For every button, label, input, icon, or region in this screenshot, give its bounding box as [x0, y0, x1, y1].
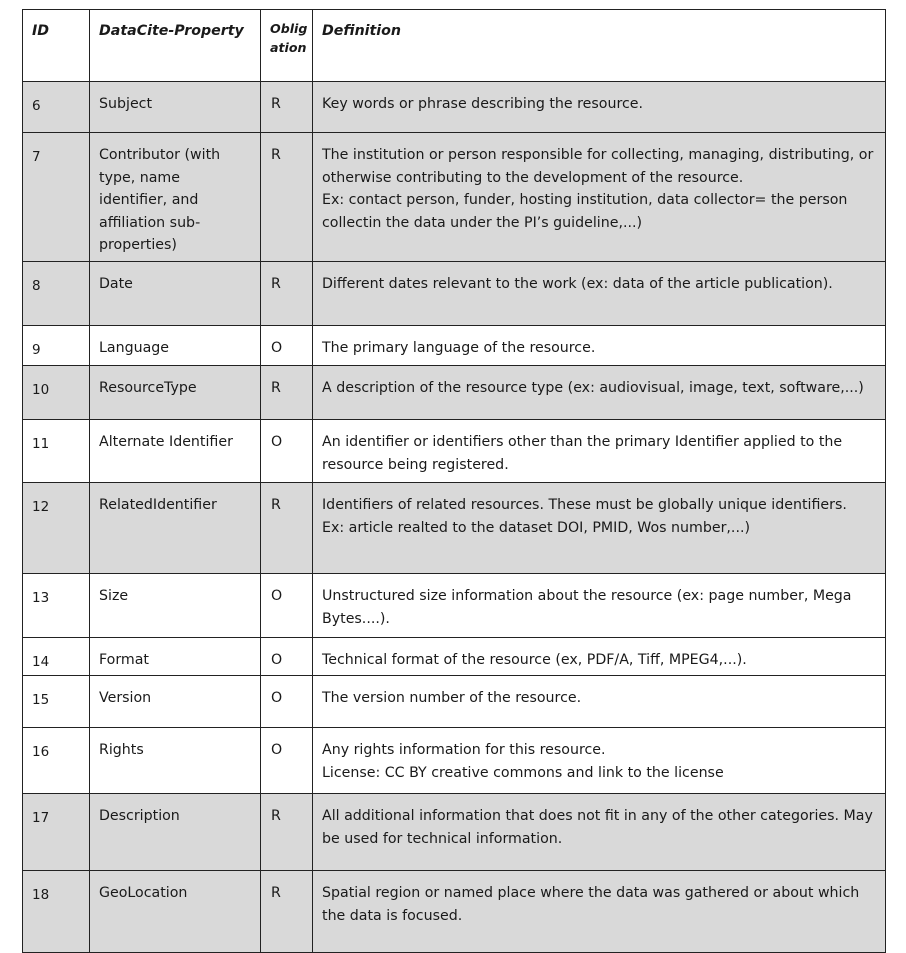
- table-row: [23, 82, 886, 133]
- definition-line: Key words or phrase describing the resource.: [322, 96, 644, 112]
- table-row: [23, 871, 886, 953]
- cell-definition: [313, 420, 886, 483]
- table-row: [23, 483, 886, 574]
- cell-definition: [313, 133, 886, 262]
- cell-obligation: R: [261, 871, 313, 953]
- cell-definition: [313, 82, 886, 133]
- cell-id: 12: [23, 483, 90, 574]
- header-id: ID: [23, 10, 90, 82]
- cell-property: GeoLocation: [90, 871, 261, 953]
- cell-obligation: R: [261, 794, 313, 871]
- cell-property: Size: [90, 574, 261, 638]
- table-row: [23, 794, 886, 871]
- cell-id: 11: [23, 420, 90, 483]
- cell-id: 7: [23, 133, 90, 262]
- definition-line: A description of the resource type (ex: audiovisual, image, text, software,...): [322, 380, 864, 396]
- definition-line: Any rights information for this resource.: [322, 742, 606, 758]
- table-row: [23, 366, 886, 420]
- cell-id: 13: [23, 574, 90, 638]
- definition-line: Ex: contact person, funder, hosting institution, data collector= the person collectin the data under the PI’s guideline,...): [322, 192, 848, 231]
- definition-line: Identifiers of related resources. These must be globally unique identifiers.: [322, 497, 847, 513]
- definition-line: Different dates relevant to the work (ex: data of the article publication).: [322, 276, 833, 292]
- table-row: [23, 326, 886, 366]
- cell-definition: [313, 483, 886, 574]
- table-row: [23, 638, 886, 676]
- cell-obligation: O: [261, 638, 313, 676]
- cell-property: Language: [90, 326, 261, 366]
- cell-obligation: O: [261, 676, 313, 728]
- cell-id: 9: [23, 326, 90, 366]
- cell-property: ResourceType: [90, 366, 261, 420]
- table-body: [23, 82, 886, 953]
- table-row: [23, 420, 886, 483]
- header-row: [23, 10, 886, 82]
- header-obligation: Obligation: [261, 10, 313, 82]
- table-row: [23, 676, 886, 728]
- table-header: [23, 10, 886, 82]
- cell-definition: [313, 638, 886, 676]
- datacite-properties-table: [22, 9, 886, 953]
- cell-property: Alternate Identifier: [90, 420, 261, 483]
- cell-obligation: O: [261, 420, 313, 483]
- cell-obligation: R: [261, 483, 313, 574]
- definition-line: The institution or person responsible for collecting, managing, distributing, or otherwise contributing to the development of the resource.: [322, 147, 874, 186]
- table-row: [23, 574, 886, 638]
- cell-definition: [313, 262, 886, 326]
- definition-line: Ex: article realted to the dataset DOI, PMID, Wos number,...): [322, 519, 750, 536]
- cell-obligation: R: [261, 366, 313, 420]
- cell-obligation: O: [261, 326, 313, 366]
- cell-id: 10: [23, 366, 90, 420]
- cell-id: 6: [23, 82, 90, 133]
- cell-definition: [313, 871, 886, 953]
- cell-id: 17: [23, 794, 90, 871]
- table-row: [23, 133, 886, 262]
- cell-property: Date: [90, 262, 261, 326]
- table-row: [23, 728, 886, 794]
- definition-line: The primary language of the resource.: [322, 340, 596, 356]
- definition-line: Technical format of the resource (ex, PDF/A, Tiff, MPEG4,...).: [322, 652, 747, 668]
- cell-obligation: R: [261, 262, 313, 326]
- cell-property: Rights: [90, 728, 261, 794]
- cell-definition: [313, 366, 886, 420]
- cell-obligation: R: [261, 82, 313, 133]
- cell-property: Version: [90, 676, 261, 728]
- cell-property: Subject: [90, 82, 261, 133]
- definition-line: License: CC BY creative commons and link to the license: [322, 764, 724, 781]
- cell-property: Format: [90, 638, 261, 676]
- cell-id: 8: [23, 262, 90, 326]
- definition-line: Spatial region or named place where the data was gathered or about which the data is focused.: [322, 885, 860, 924]
- cell-definition: [313, 794, 886, 871]
- cell-definition: [313, 676, 886, 728]
- cell-property: RelatedIdentifier: [90, 483, 261, 574]
- header-definition: Definition: [313, 10, 886, 82]
- cell-id: 18: [23, 871, 90, 953]
- definition-line: All additional information that does not fit in any of the other categories. May be used for technical information.: [322, 808, 873, 847]
- cell-obligation: O: [261, 728, 313, 794]
- cell-obligation: R: [261, 133, 313, 262]
- cell-property: Description: [90, 794, 261, 871]
- cell-definition: [313, 728, 886, 794]
- definition-line: Unstructured size information about the resource (ex: page number, Mega Bytes....).: [322, 588, 852, 627]
- definition-line: The version number of the resource.: [322, 690, 582, 706]
- definition-line: An identifier or identifiers other than the primary Identifier applied to the resource being registered.: [322, 434, 843, 473]
- cell-definition: [313, 326, 886, 366]
- table-row: [23, 262, 886, 326]
- cell-id: 14: [23, 638, 90, 676]
- cell-definition: [313, 574, 886, 638]
- header-property: DataCite-Property: [90, 10, 261, 82]
- cell-id: 16: [23, 728, 90, 794]
- cell-obligation: O: [261, 574, 313, 638]
- cell-property: Contributor (with type, name identifier, and affiliation sub-properties): [90, 133, 261, 262]
- cell-id: 15: [23, 676, 90, 728]
